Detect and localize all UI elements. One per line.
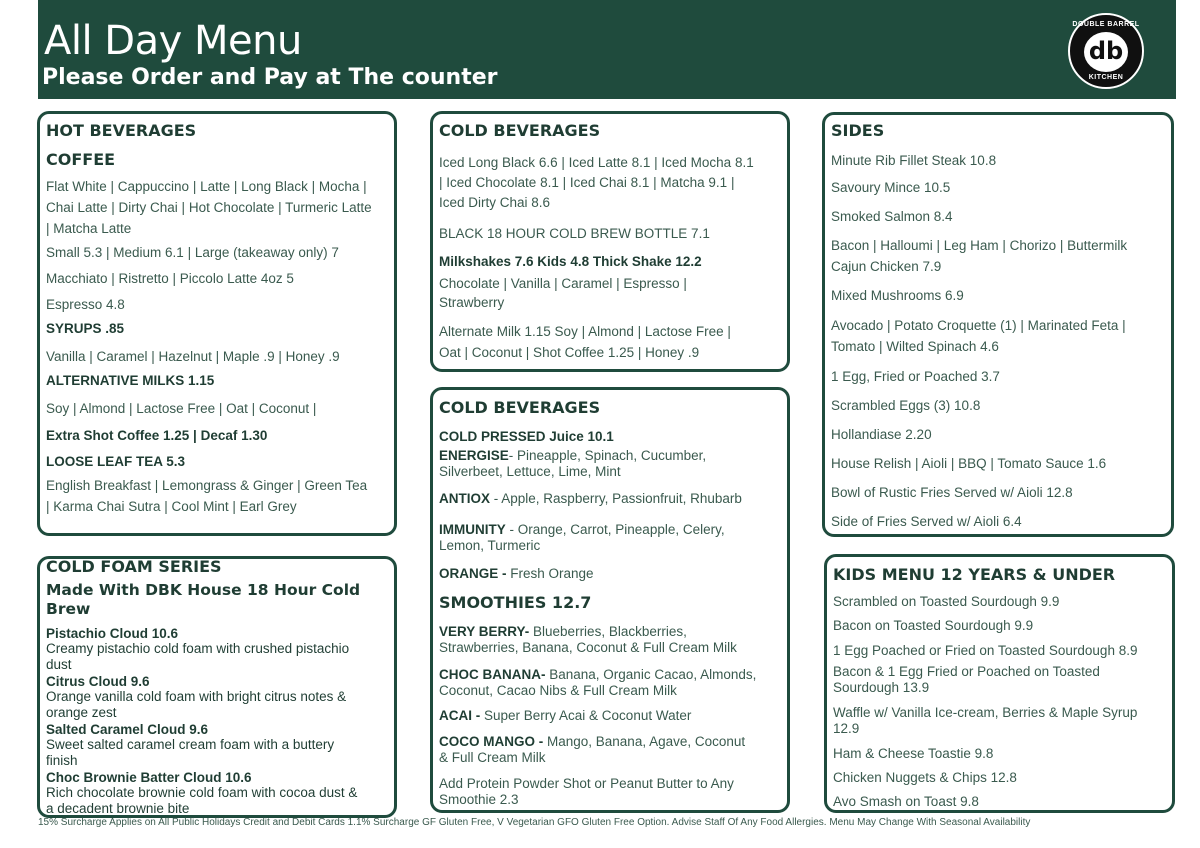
side-item: Bowl of Rustic Fries Served w/ Aioli 12.8 xyxy=(831,485,1073,500)
foam-item-desc: a decadent brownie bite xyxy=(46,801,190,816)
juice-desc-cont: Silverbeet, Lettuce, Lime, Mint xyxy=(439,464,621,479)
juice-name: IMMUNITY xyxy=(439,522,506,537)
juice-name: ORANGE - xyxy=(439,566,507,581)
iced-line-3: Iced Dirty Chai 8.6 xyxy=(439,195,551,210)
protein-line-1: Add Protein Powder Shot or Peanut Butter to Any xyxy=(439,776,734,791)
kids-item: Chicken Nuggets & Chips 12.8 xyxy=(833,770,1017,785)
smoothie-coco-mango xyxy=(439,734,745,750)
coffee-title: COFFEE xyxy=(46,150,116,169)
foam-item-desc: Sweet salted caramel cream foam with a buttery xyxy=(46,737,335,752)
foam-item-name: Choc Brownie Batter Cloud 10.6 xyxy=(46,770,252,785)
menu-subtitle: Please Order and Pay at The counter xyxy=(42,65,498,90)
syrups-title: SYRUPS .85 xyxy=(46,321,125,336)
cold-foam-box xyxy=(37,556,397,818)
tea-line-1: English Breakfast | Lemongrass & Ginger | Green Tea xyxy=(46,478,368,493)
juice-title: COLD PRESSED Juice 10.1 xyxy=(439,429,614,444)
juice-desc: Fresh Orange xyxy=(506,566,594,581)
foam-item-desc: Rich chocolate brownie cold foam with cocoa dust & xyxy=(46,785,358,800)
cold-foam-title: COLD FOAM SERIES xyxy=(46,557,222,576)
side-item: Savoury Mince 10.5 xyxy=(831,180,951,195)
foam-item-desc: Creamy pistachio cold foam with crushed pistachio xyxy=(46,641,350,656)
smoothie-desc-cont: Coconut, Cacao Nibs & Full Cream Milk xyxy=(439,683,677,698)
iced-line-1: Iced Long Black 6.6 | Iced Latte 8.1 | Iced Mocha 8.1 xyxy=(439,155,754,170)
extra-shot-line: Extra Shot Coffee 1.25 | Decaf 1.30 xyxy=(46,428,268,443)
kids-menu-box xyxy=(824,554,1175,813)
juice-desc: - Apple, Raspberry, Passionfruit, Rhubarb xyxy=(490,491,742,506)
espresso-line: Espresso 4.8 xyxy=(46,297,125,312)
cold-beverages-box-1 xyxy=(430,111,790,372)
milkshakes-line-1: Chocolate | Vanilla | Caramel | Espresso | xyxy=(439,276,687,291)
cold-beverages-title: COLD BEVERAGES xyxy=(439,121,601,140)
side-item: Bacon | Halloumi | Leg Ham | Chorizo | Buttermilk xyxy=(831,238,1128,253)
cold-foam-subtitle-2: Brew xyxy=(46,600,91,618)
side-item: Mixed Mushrooms 6.9 xyxy=(831,288,964,303)
hot-beverages-title: HOT BEVERAGES xyxy=(46,121,197,140)
alt-milk-line-1: Alternate Milk 1.15 Soy | Almond | Lactose Free | xyxy=(439,324,731,339)
foam-item-name: Salted Caramel Cloud 9.6 xyxy=(46,722,209,737)
side-item: Tomato | Wilted Spinach 4.6 xyxy=(831,339,999,354)
sides-box xyxy=(822,112,1174,537)
kids-item: Bacon & 1 Egg Fried or Poached on Toasted xyxy=(833,664,1100,679)
syrups-line: Vanilla | Caramel | Hazelnut | Maple .9 | Honey .9 xyxy=(46,349,340,364)
foam-item-desc: orange zest xyxy=(46,705,117,720)
foam-item-desc: Orange vanilla cold foam with bright citrus notes & xyxy=(46,689,347,704)
juice-antiox xyxy=(439,491,742,507)
smoothie-name: ACAI - xyxy=(439,708,481,723)
smoothie-acai xyxy=(439,708,691,724)
side-item: Cajun Chicken 7.9 xyxy=(831,259,942,274)
side-item: Side of Fries Served w/ Aioli 6.4 xyxy=(831,514,1022,529)
side-item: House Relish | Aioli | BBQ | Tomato Sauce 1.6 xyxy=(831,456,1107,471)
juice-desc-cont: Lemon, Turmeric xyxy=(439,538,541,553)
kids-menu-title: KIDS MENU 12 YEARS & UNDER xyxy=(833,565,1116,584)
kids-item: 1 Egg Poached or Fried on Toasted Sourdough 8.9 xyxy=(833,643,1138,658)
cold-foam-subtitle-1: Made With DBK House 18 Hour Cold xyxy=(46,581,361,599)
alt-milks-title: ALTERNATIVE MILKS 1.15 xyxy=(46,373,215,388)
cold-beverages-box-2 xyxy=(430,387,790,813)
juice-desc: - Pineapple, Spinach, Cucumber, xyxy=(508,448,707,463)
kids-item: Avo Smash on Toast 9.8 xyxy=(833,794,979,809)
kids-item: Ham & Cheese Toastie 9.8 xyxy=(833,746,994,761)
smoothie-desc: Super Berry Acai & Coconut Water xyxy=(480,708,692,723)
side-item: Scrambled Eggs (3) 10.8 xyxy=(831,398,981,413)
side-item: Avocado | Potato Croquette (1) | Marinated Feta | xyxy=(831,318,1126,333)
smoothie-name: COCO MANGO - xyxy=(439,734,544,749)
smoothie-desc: Banana, Organic Cacao, Almonds, xyxy=(545,667,757,682)
surcharge-footer: 15% Surcharge Applies on All Public Holidays Credit and Debit Cards 1.1% Surcharge GF Gluten Free, V Vegetarian GFO Gluten Free Option. Advise Staff Of Any Food Allergies. Menu May Change With Seasonal Availability xyxy=(38,817,1031,828)
juice-energise xyxy=(439,448,706,464)
iced-line-2: | Iced Chocolate 8.1 | Iced Chai 8.1 | Matcha 9.1 | xyxy=(439,175,735,190)
kids-item: Scrambled on Toasted Sourdough 9.9 xyxy=(833,594,1060,609)
logo-top-text: DOUBLE BARREL xyxy=(1072,21,1140,28)
juice-immunity xyxy=(439,522,725,538)
foam-item-name: Pistachio Cloud 10.6 xyxy=(46,626,179,641)
macchiato-line: Macchiato | Ristretto | Piccolo Latte 4oz 5 xyxy=(46,271,294,286)
coffee-sizes: Small 5.3 | Medium 6.1 | Large (takeaway only) 7 xyxy=(46,245,339,260)
juice-name: ANTIOX xyxy=(439,491,491,506)
juice-orange xyxy=(439,566,594,582)
protein-line-2: Smoothie 2.3 xyxy=(439,792,519,807)
menu-title: All Day Menu xyxy=(44,18,302,64)
smoothie-name: CHOC BANANA- xyxy=(439,667,546,682)
kids-item: Bacon on Toasted Sourdough 9.9 xyxy=(833,618,1034,633)
sides-title: SIDES xyxy=(831,121,885,140)
tea-title: LOOSE LEAF TEA 5.3 xyxy=(46,454,186,469)
juice-name: ENERGISE xyxy=(439,448,509,463)
smoothie-choc-banana xyxy=(439,667,756,683)
kids-item: Waffle w/ Vanilla Ice-cream, Berries & Maple Syrup xyxy=(833,705,1138,720)
smoothie-desc: Blueberries, Blackberries, xyxy=(529,624,687,639)
side-item: Minute Rib Fillet Steak 10.8 xyxy=(831,153,997,168)
foam-item-name: Citrus Cloud 9.6 xyxy=(46,674,150,689)
smoothie-desc: Mango, Banana, Agave, Coconut xyxy=(543,734,746,749)
alt-milk-line-2: Oat | Coconut | Shot Coffee 1.25 | Honey .9 xyxy=(439,345,700,360)
cold-brew-bottle: BLACK 18 HOUR COLD BREW BOTTLE 7.1 xyxy=(439,226,710,241)
juice-desc: - Orange, Carrot, Pineapple, Celery, xyxy=(505,522,725,537)
side-item: Hollandiase 2.20 xyxy=(831,427,932,442)
foam-item-desc: dust xyxy=(46,657,72,672)
cold-beverages-title-2: COLD BEVERAGES xyxy=(439,398,601,417)
smoothie-name: VERY BERRY- xyxy=(439,624,530,639)
foam-item-desc: finish xyxy=(46,753,78,768)
hot-beverages-box xyxy=(37,111,397,536)
alt-milks-line: Soy | Almond | Lactose Free | Oat | Coconut | xyxy=(46,401,317,416)
kids-item: 12.9 xyxy=(833,721,860,736)
menu-header xyxy=(38,0,1176,99)
smoothies-title: SMOOTHIES 12.7 xyxy=(439,593,592,612)
logo-monogram: db xyxy=(1084,32,1128,72)
coffee-line-1: Flat White | Cappuccino | Latte | Long Black | Mocha | xyxy=(46,179,367,194)
kids-item: Sourdough 13.9 xyxy=(833,680,930,695)
side-item: 1 Egg, Fried or Poached 3.7 xyxy=(831,369,1000,384)
milkshakes-title: Milkshakes 7.6 Kids 4.8 Thick Shake 12.2 xyxy=(439,254,702,269)
logo-bottom-text: KITCHEN xyxy=(1088,74,1124,81)
double-barrel-logo xyxy=(1068,13,1144,89)
milkshakes-line-2: Strawberry xyxy=(439,295,505,310)
tea-line-2: | Karma Chai Sutra | Cool Mint | Earl Grey xyxy=(46,499,297,514)
coffee-line-2: Chai Latte | Dirty Chai | Hot Chocolate | Turmeric Latte xyxy=(46,200,372,215)
side-item: Smoked Salmon 8.4 xyxy=(831,209,953,224)
smoothie-very-berry xyxy=(439,624,687,640)
smoothie-desc-cont: & Full Cream Milk xyxy=(439,750,546,765)
coffee-line-3: | Matcha Latte xyxy=(46,221,132,236)
smoothie-desc-cont: Strawberries, Banana, Coconut & Full Cream Milk xyxy=(439,640,737,655)
